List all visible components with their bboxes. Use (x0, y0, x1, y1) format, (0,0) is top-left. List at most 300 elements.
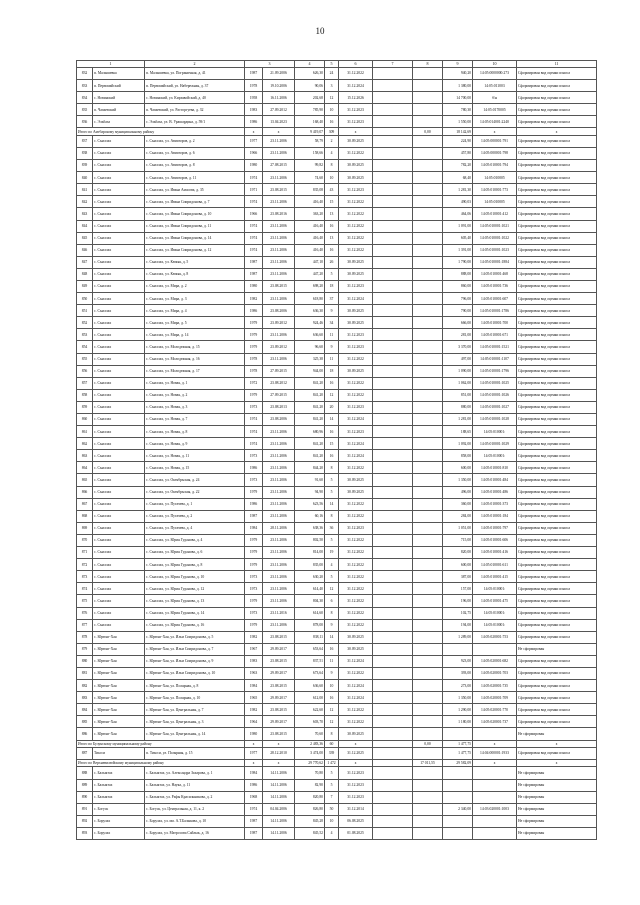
table-cell: 31.12.2022 (339, 389, 373, 401)
table-cell (373, 462, 413, 474)
total-cell: 309 (325, 128, 339, 135)
table-cell: 614,60 (295, 607, 325, 619)
table-cell: 859 (77, 401, 93, 413)
total-cell: 18 142,69 (443, 128, 473, 135)
table-cell: 14:05:020001:682 (473, 655, 517, 667)
table-cell (373, 329, 413, 341)
table-cell (373, 643, 413, 655)
table-cell: 94,90 (295, 486, 325, 498)
table-cell: 14.11.2006 (263, 791, 295, 803)
table-cell (413, 293, 443, 305)
table-cell: 14:05:020001:737 (473, 716, 517, 728)
table-cell (373, 474, 413, 486)
table-cell: 873 (77, 571, 93, 583)
table-cell: с. Сыаллах, ул. Ивана Спиридонова, д. 10 (145, 208, 245, 220)
table-cell: с. Сыаллах (93, 341, 145, 353)
table-cell (413, 631, 443, 643)
table-cell: 14:05:010001:484 (473, 474, 517, 486)
table-cell: Сформирован вид оценки износа (517, 196, 597, 208)
total-cell: 9 419,07 (295, 128, 325, 135)
table-cell: 31.12.2022 (339, 583, 373, 595)
table-cell: 14:05:010001:1521 (473, 341, 517, 353)
table-cell: 850 (77, 293, 93, 305)
table-cell: 612,00 (295, 692, 325, 704)
table-cell: 58,79 (295, 135, 325, 147)
table-cell (413, 438, 443, 450)
table-cell: Не сформирован (517, 767, 597, 779)
table-cell: 31.12.2024 (339, 80, 373, 92)
table-cell: 868 (77, 510, 93, 522)
table-cell: 836 (77, 116, 93, 128)
table-cell: 1 350,00 (443, 692, 473, 704)
table-cell: 31.12.2022 (339, 534, 373, 546)
table-cell: с. Сыаллах, ул. Ивана Спиридонова, д. 11 (145, 220, 245, 232)
table-row (77, 631, 597, 643)
table-cell: 14:05:010001:607 (473, 293, 517, 305)
table-cell (473, 728, 517, 740)
table-cell: Не сформирован (517, 791, 597, 803)
table-cell: 31.12.2023 (339, 401, 373, 413)
table-cell: 14:05:010001:1884 (473, 256, 517, 268)
table-cell: с. Сыаллах (93, 522, 145, 534)
table-cell: 875 (77, 595, 93, 607)
table-cell: с. Балыктах (93, 779, 145, 791)
table-cell: 23.11.2006 (263, 232, 295, 244)
table-cell: с. Сыаллах, ул. Новая, д. 3 (145, 401, 245, 413)
table-cell: 31.12.2022 (339, 704, 373, 716)
table-cell: 30.09.2025 (339, 728, 373, 740)
table-cell: 416,40 (295, 196, 325, 208)
table-cell (373, 184, 413, 196)
table-cell: с. Сыаллах, ул. Пугачева, д. 1 (145, 498, 245, 510)
table-cell: с. Сыаллах (93, 498, 145, 510)
table-cell: 1973 (245, 450, 263, 462)
table-cell: 18 (325, 365, 339, 377)
table-row (77, 317, 597, 329)
table-cell (413, 68, 443, 80)
table-cell: 14:04:000001:1933 (473, 747, 517, 759)
table-cell: 23.11.2006 (263, 172, 295, 184)
table-cell: 30.09.2025 (339, 317, 373, 329)
table-cell: п. Малышевка, ул. Пограничная, д. 41 (145, 68, 245, 80)
table-cell: 832 (77, 68, 93, 80)
total-cell: x (339, 740, 373, 747)
total-cell: x (263, 760, 295, 767)
table-cell (373, 631, 413, 643)
table-cell: с. Сыаллах, ул. Новая, д. 9 (145, 438, 245, 450)
table-cell: 10 (325, 172, 339, 184)
table-cell: 626,30 (295, 68, 325, 80)
table-cell: 23.11.2006 (263, 147, 295, 159)
table-cell: 841,20 (295, 414, 325, 426)
total-label: Итого по Верхневилюйскому муниципальному району (77, 760, 245, 767)
housing-table (76, 60, 597, 840)
table-cell (373, 353, 413, 365)
table-cell: Сформирован вид оценки износа (517, 135, 597, 147)
table-cell: 15.12.2026 (339, 92, 373, 104)
table-cell (373, 779, 413, 791)
table-cell (373, 104, 413, 116)
table-cell: 9 (325, 341, 339, 353)
table-row (77, 619, 597, 631)
table-cell: 23.11.2006 (263, 135, 295, 147)
table-cell: 30.09.2025 (339, 643, 373, 655)
table-cell (373, 196, 413, 208)
table-cell: 23.11.2006 (263, 293, 295, 305)
table-cell: с. Борулах, ул. Матросова Сайлык, д. 16 (145, 827, 245, 839)
total-cell: 29 770,62 (295, 760, 325, 767)
table-cell: Сформирован вид оценки износа (517, 607, 597, 619)
table-cell: с. Сыаллах (93, 547, 145, 559)
table-cell (413, 559, 443, 571)
table-cell: 3 474,00 (295, 747, 325, 759)
table-cell: 31.12.2023 (339, 791, 373, 803)
table-cell: 1977 (245, 135, 263, 147)
table-cell: 168,40 (295, 116, 325, 128)
table-cell: 1973 (245, 607, 263, 619)
table-cell: 845 (77, 232, 93, 244)
table-cell: с. Балыктах (93, 767, 145, 779)
table-cell: 715,00 (443, 534, 473, 546)
table-cell: п. Первомайский (93, 80, 145, 92)
table-cell (413, 815, 443, 827)
table-cell: 23.11.2006 (263, 498, 295, 510)
table-cell: 1987 (245, 68, 263, 80)
table-cell: с. Сыаллах (93, 208, 145, 220)
table-cell: 04.04.2006 (263, 803, 295, 815)
table-cell: 1 289,00 (443, 631, 473, 643)
table-cell: б/н (473, 92, 517, 104)
table-cell: 891 (77, 803, 93, 815)
table-cell: 497,00 (443, 353, 473, 365)
table-cell: 878 (77, 631, 93, 643)
total-cell (373, 760, 413, 767)
table-cell: Сформирован вид оценки износа (517, 619, 597, 631)
table-row (77, 160, 597, 172)
table-cell (413, 377, 443, 389)
table-cell: Сформирован вид оценки износа (517, 305, 597, 317)
table-cell: с. Сыаллах (93, 305, 145, 317)
table-cell: 457,80 (443, 147, 473, 159)
total-cell: x (473, 740, 517, 747)
table-cell: 31.12.2023 (339, 341, 373, 353)
table-row (77, 510, 597, 522)
table-cell: 1979 (245, 547, 263, 559)
table-cell: 6 (325, 595, 339, 607)
table-cell (373, 172, 413, 184)
table-cell: с. Борулах (93, 815, 145, 827)
table-cell: с. Сыаллах, ул. Новая, д. 15 (145, 462, 245, 474)
table-cell: 14:05:010001:794 (473, 160, 517, 172)
table-cell: 834 (77, 92, 93, 104)
table-cell: 68,40 (443, 172, 473, 184)
table-cell: Сформирован вид оценки износа (517, 426, 597, 438)
table-cell (443, 767, 473, 779)
table-cell: 1974 (245, 196, 263, 208)
table-cell: 23.08.2015 (263, 184, 295, 196)
table-cell: 31.12.2022 (339, 68, 373, 80)
table-cell: 23.08.2015 (263, 728, 295, 740)
table-row (77, 438, 597, 450)
table-cell (413, 498, 443, 510)
table-cell (373, 595, 413, 607)
table-cell: 845,28 (295, 815, 325, 827)
table-cell: 881 (77, 667, 93, 679)
table-row (77, 643, 597, 655)
table-row (77, 704, 597, 716)
table-cell: 325,38 (295, 353, 325, 365)
table-cell: 7 (325, 791, 339, 803)
table-cell: 29.09.2017 (263, 667, 295, 679)
table-cell: с. Сыаллах, ул. Юрия Гуданова, д. 16 (145, 619, 245, 631)
table-cell (413, 280, 443, 292)
table-cell: 865 (77, 474, 93, 486)
table-cell: 877 (77, 619, 93, 631)
table-cell: 23.11.2006 (263, 450, 295, 462)
table-cell: 854 (77, 341, 93, 353)
table-cell (373, 220, 413, 232)
table-cell: 14:05:010001:1796 (473, 365, 517, 377)
table-cell: 841,20 (295, 401, 325, 413)
table-cell (373, 80, 413, 92)
table-cell: с. Юрюнг-Хая, ул. Центральная, д. 14 (145, 728, 245, 740)
table-cell: 339 (325, 747, 339, 759)
table-cell: 1979 (245, 559, 263, 571)
table-cell: 785,90 (295, 104, 325, 116)
table-cell (373, 510, 413, 522)
table-cell: с. Сыаллах (93, 317, 145, 329)
table-row (77, 232, 597, 244)
table-cell: 1980 (245, 160, 263, 172)
table-cell: 31.12.2022 (339, 571, 373, 583)
table-cell: с. Сыаллах (93, 510, 145, 522)
table-row (77, 747, 597, 759)
table-cell: Сформирован вид оценки износа (517, 438, 597, 450)
table-cell: 885 (77, 716, 93, 728)
table-cell: 14:05:014001:2240 (473, 116, 517, 128)
table-cell: 14:05:010005 (473, 172, 517, 184)
table-cell: 826,80 (295, 803, 325, 815)
table-cell: 23.08.2013 (263, 401, 295, 413)
table-cell: 16 (325, 116, 339, 128)
table-cell: 14:05:010005 (473, 196, 517, 208)
table-cell: 1 550,00 (443, 116, 473, 128)
table-cell: Сформирован вид оценки износа (517, 510, 597, 522)
table-cell: с. Юрюнг-Хая (93, 728, 145, 740)
table-cell: с. Юрюнг-Хая (93, 680, 145, 692)
table-cell: 839 (77, 160, 93, 172)
table-cell: 06.08.2025 (339, 815, 373, 827)
table-cell: Сформирован вид оценки износа (517, 147, 597, 159)
table-cell: 14:05:010001:1107 (473, 353, 517, 365)
table-cell: 490,03 (443, 196, 473, 208)
table-cell: 31.12.2024 (339, 692, 373, 704)
table-cell: с. Сыаллах, ул. Мира, д. 2 (145, 280, 245, 292)
table-row (77, 716, 597, 728)
table-cell (413, 80, 443, 92)
table-row (77, 389, 597, 401)
table-cell: Сформирован вид оценки износа (517, 559, 597, 571)
table-cell: Сформирован вид оценки износа (517, 692, 597, 704)
table-cell: с. Сыаллах (93, 244, 145, 256)
table-cell: 1973 (245, 583, 263, 595)
table-cell: 1 281,00 (443, 414, 473, 426)
table-row (77, 208, 597, 220)
table-cell: 1974 (245, 232, 263, 244)
table-cell: 284,00 (443, 510, 473, 522)
table-cell: 14:05:000001:798 (473, 147, 517, 159)
table-cell (473, 779, 517, 791)
table-cell (373, 534, 413, 546)
table-cell: с. Сыаллах (93, 389, 145, 401)
table-cell: 1 391,00 (443, 244, 473, 256)
table-cell: 14:05:010001:671 (473, 329, 517, 341)
table-cell: 4 (325, 147, 339, 159)
table-cell: 1987 (245, 815, 263, 827)
table-cell: 31.12.2022 (339, 619, 373, 631)
table-cell: 14.11.2006 (263, 827, 295, 839)
table-cell: 852 (77, 317, 93, 329)
table-cell: 1982 (245, 293, 263, 305)
table-cell: 1974 (245, 414, 263, 426)
table-row (77, 172, 597, 184)
table-cell: с. Сыаллах (93, 474, 145, 486)
table-cell: 14 (325, 631, 339, 643)
table-cell (473, 643, 517, 655)
table-cell: Сформирован вид оценки износа (517, 341, 597, 353)
table-cell (413, 208, 443, 220)
table-cell: 31.12.2023 (339, 184, 373, 196)
table-row (77, 220, 597, 232)
table-cell: 23.11.2006 (263, 353, 295, 365)
table-cell (413, 827, 443, 839)
table-row (77, 353, 597, 365)
table-cell: 1987 (245, 268, 263, 280)
table-cell (473, 767, 517, 779)
table-cell: Сформирован вид оценки износа (517, 172, 597, 184)
table-cell (413, 728, 443, 740)
table-cell: 1987 (245, 827, 263, 839)
table-cell: 600,00 (443, 462, 473, 474)
table-cell: 1971 (245, 184, 263, 196)
table-cell: с. Сыаллах, ул. Мира, д. 14 (145, 329, 245, 341)
table-cell: 14:05:010001: (473, 619, 517, 631)
table-cell: Сформирован вид оценки износа (517, 208, 597, 220)
table-cell: с. Сыаллах, ул. Ивана Спиридонова, д. 14 (145, 232, 245, 244)
header-cell: 10 (473, 61, 517, 68)
table-cell: 416,40 (295, 232, 325, 244)
table-row (77, 104, 597, 116)
table-cell: 82,90 (295, 779, 325, 791)
table-cell: с. Сыаллах, ул. Ивана Спиридонова, д. 12 (145, 244, 245, 256)
table-cell: 23.08.2006 (263, 305, 295, 317)
table-cell: 31.12.2022 (339, 607, 373, 619)
table-cell: 416,40 (295, 220, 325, 232)
table-row (77, 462, 597, 474)
table-cell: 23.08.2015 (263, 280, 295, 292)
table-cell: с. Сыаллах, ул. Юрия Гуданова, д. 6 (145, 547, 245, 559)
table-cell (413, 329, 443, 341)
table-cell: 23.11.2016 (263, 607, 295, 619)
table-cell: 30.09.2025 (339, 631, 373, 643)
table-row (77, 680, 597, 692)
table-cell: 24 (325, 68, 339, 80)
table-cell (413, 450, 443, 462)
table-cell: с. Сыаллах (93, 462, 145, 474)
table-cell: 14:05:010001:736 (473, 280, 517, 292)
table-cell: с. Юрюнг-Хая, ул. Ильи Спиридонова, д. 5 (145, 631, 245, 643)
table-cell (373, 305, 413, 317)
table-cell (373, 365, 413, 377)
table-cell: 31.12.2022 (339, 232, 373, 244)
table-cell: 37 (325, 293, 339, 305)
table-row (77, 196, 597, 208)
table-cell: с. Сыаллах, ул. Авиаторов, д. 11 (145, 172, 245, 184)
table-cell (373, 522, 413, 534)
table-cell: 12 (325, 704, 339, 716)
table-cell (413, 220, 443, 232)
table-cell: 31.12.2022 (339, 510, 373, 522)
table-cell: Сформирован вид оценки износа (517, 244, 597, 256)
total-cell: x (517, 128, 597, 135)
table-row (77, 474, 597, 486)
table-cell: с. Сыаллах, ул. Молодежная, д. 15 (145, 341, 245, 353)
table-cell (413, 305, 443, 317)
table-cell: 1974 (245, 426, 263, 438)
table-cell: 876 (77, 607, 93, 619)
table-row (77, 728, 597, 740)
table-cell: 622,60 (295, 704, 325, 716)
table-cell: 1987 (245, 256, 263, 268)
table-cell: 841,20 (295, 438, 325, 450)
table-cell (373, 426, 413, 438)
table-row (77, 305, 597, 317)
table-cell: Сформирован вид оценки износа (517, 160, 597, 172)
table-cell (413, 547, 443, 559)
table-cell (373, 438, 413, 450)
table-cell: 34 (325, 317, 339, 329)
table-row (77, 655, 597, 667)
table-cell: 14:05:010001:468 (473, 268, 517, 280)
table-row (77, 256, 597, 268)
table-row (77, 547, 597, 559)
table-cell: 882 (77, 680, 93, 692)
table-cell: с. Сыаллах, ул. Новая, д. 1 (145, 377, 245, 389)
table-cell: 31.12.2022 (339, 498, 373, 510)
table-cell: с. Балыктах, ул. Рафы Красильникова, д. 2 (145, 791, 245, 803)
table-cell: 864 (77, 462, 93, 474)
table-cell: 1 281,30 (443, 184, 473, 196)
total-cell: x (473, 128, 517, 135)
table-cell: 31.12.2023 (339, 104, 373, 116)
table-row (77, 450, 597, 462)
table-cell: Тиксси (93, 747, 145, 759)
table-cell: с. Сыаллах (93, 438, 145, 450)
table-cell: 1979 (245, 329, 263, 341)
header-cell: 6 (339, 61, 373, 68)
table-cell: 851,00 (443, 389, 473, 401)
table-cell: 16 (325, 426, 339, 438)
table-cell: 888 (77, 767, 93, 779)
table-cell: с. Юрюнг-Хая (93, 667, 145, 679)
table-cell: Сформирован вид оценки износа (517, 329, 597, 341)
total-cell: x (245, 760, 263, 767)
table-cell: с. Сыаллах, ул. Ивана Спиридонова, д. 7 (145, 196, 245, 208)
table-cell: 14:05:010001:773 (473, 184, 517, 196)
header-cell: 8 (413, 61, 443, 68)
table-cell: 844,20 (295, 462, 325, 474)
table-cell: с. Сыаллах, ул. Новая, д. 8 (145, 426, 245, 438)
